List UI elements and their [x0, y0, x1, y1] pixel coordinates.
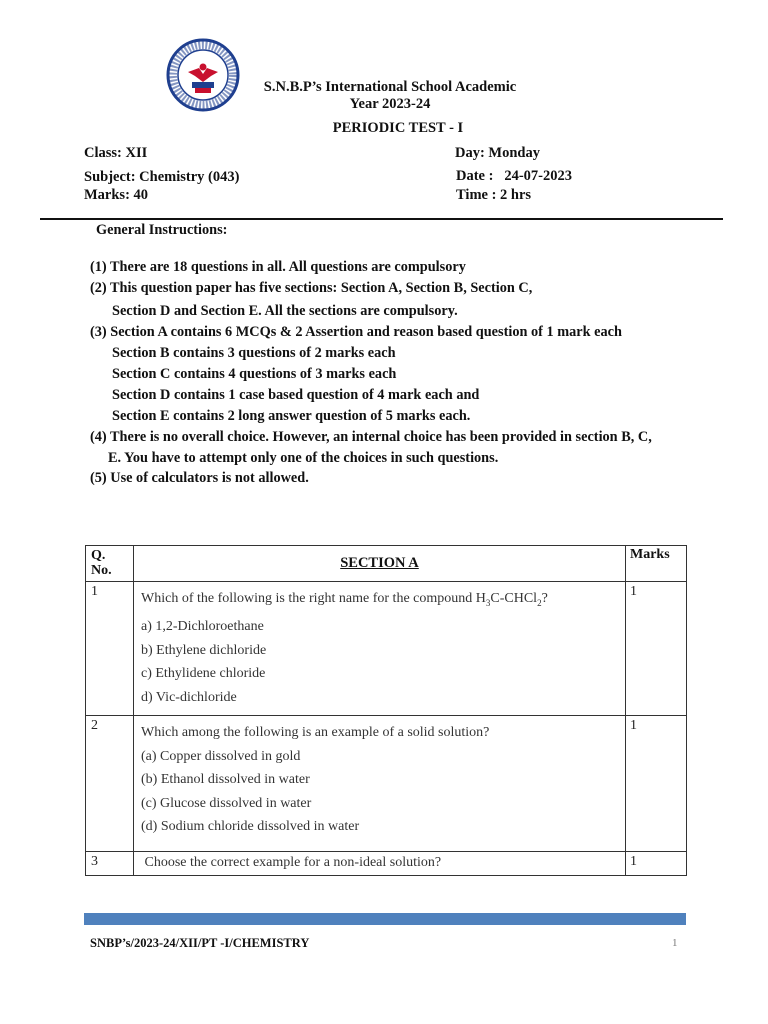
option-c: (c) Glucose dissolved in water — [141, 795, 312, 811]
option-d: (d) Sodium chloride dissolved in water — [141, 819, 360, 834]
question-text: Choose the correct example for a non-ideal solution? — [134, 852, 626, 876]
question-text: Which of the following is the right name for the compound $H_3C-CHCl_2$? — [141, 591, 548, 608]
date-label: Date : 24-07-2023 — [456, 168, 572, 184]
questions-table — [85, 545, 687, 876]
instruction-line: Section E contains 2 long answer question of 5 marks each. — [112, 408, 471, 424]
option-a: (a) Copper dissolved in gold — [141, 748, 301, 764]
table-row — [86, 582, 687, 716]
option-a: a) 1,2-Dichloroethane — [141, 619, 264, 635]
marks-label: Marks: 40 — [84, 187, 149, 203]
page-number: 1 — [672, 937, 678, 949]
instruction-line: (4) There is no overall choice. However, an internal choice has been provided in section B, C, — [90, 429, 652, 445]
table-row — [86, 716, 687, 852]
footer-bar — [84, 913, 686, 925]
question-marks: 1 — [626, 716, 687, 852]
question-marks: 1 — [626, 852, 687, 876]
section-a-heading: SECTION A — [134, 546, 626, 582]
instruction-line: (1) There are 18 questions in all. All questions are compulsory — [90, 259, 466, 275]
school-name-line2: Year 2023-24 — [349, 96, 431, 112]
question-number: 3 — [86, 852, 134, 876]
instruction-line: (5) Use of calculators is not allowed. — [90, 470, 309, 486]
question-marks: 1 — [626, 582, 687, 716]
header-divider — [40, 218, 723, 220]
table-header-row — [86, 546, 687, 582]
instruction-line: (2) This question paper has five sections: Section A, Section B, Section C, — [90, 280, 533, 296]
test-title: PERIODIC TEST - I — [332, 120, 464, 136]
option-b: (b) Ethanol dissolved in water — [141, 772, 310, 787]
school-logo — [166, 38, 240, 112]
instruction-line: Section D and Section E. All the sections are compulsory. — [112, 303, 458, 319]
table-row — [86, 852, 687, 876]
instruction-line: Section B contains 3 questions of 2 marks each — [112, 345, 396, 361]
instruction-line: Section C contains 4 questions of 3 marks each — [112, 366, 397, 382]
marks-header: Marks — [626, 546, 687, 582]
instruction-line: Section D contains 1 case based question of 4 mark each and — [112, 387, 480, 403]
option-c: c) Ethylidene chloride — [141, 666, 266, 682]
question-text: Which among the following is an example of a solid solution? — [141, 725, 490, 740]
instruction-line: E. You have to attempt only one of the choices in such questions. — [108, 450, 499, 466]
instructions-title: General Instructions: — [96, 222, 228, 238]
question-number: 1 — [86, 582, 134, 716]
instruction-line: (3) Section A contains 6 MCQs & 2 Assertion and reason based question of 1 mark each — [90, 324, 622, 340]
subject-label: Subject: Chemistry (043) — [84, 169, 240, 185]
school-name-line1: S.N.B.P’s International School Academic — [263, 79, 517, 95]
footer-code: SNBP’s/2023-24/XII/PT -I/CHEMISTRY — [90, 936, 310, 950]
option-d: d) Vic-dichloride — [141, 689, 237, 705]
question-1 — [134, 582, 626, 716]
time-label: Time : 2 hrs — [456, 187, 532, 203]
qno-header: Q. No. — [86, 546, 134, 582]
class-label: Class: XII — [84, 145, 148, 161]
option-b: b) Ethylene dichloride — [141, 642, 267, 658]
day-label: Day: Monday — [455, 145, 540, 161]
question-2 — [134, 716, 626, 852]
question-number: 2 — [86, 716, 134, 852]
